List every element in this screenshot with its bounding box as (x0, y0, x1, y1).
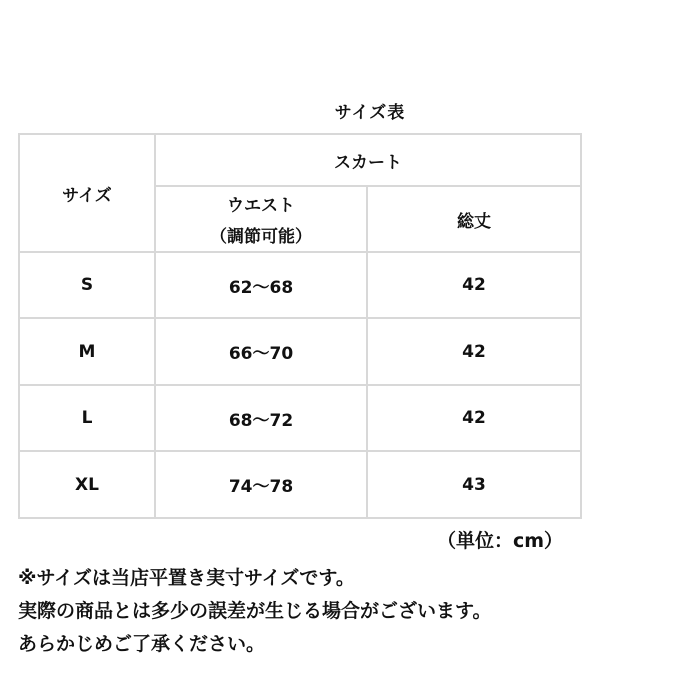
notes (18, 566, 698, 665)
table-row (19, 318, 581, 385)
size-cell: XL (19, 451, 155, 518)
table-header-row (19, 134, 581, 186)
size-cell: S (19, 252, 155, 318)
length-header: 総丈 (367, 186, 581, 252)
waist-header-label: ウエスト (227, 196, 295, 216)
skirt-header: スカート (155, 134, 581, 186)
waist-cell: 66～70 (155, 318, 367, 385)
length-cell: 42 (367, 318, 581, 385)
note-line: あらかじめご了承ください。 (18, 633, 266, 655)
note-line: ※サイズは当店平置き実寸サイズです。 (18, 567, 355, 589)
length-cell: 42 (367, 252, 581, 318)
waist-cell: 74～78 (155, 451, 367, 518)
length-cell: 42 (367, 385, 581, 451)
table-row (19, 451, 581, 518)
waist-header (155, 186, 367, 252)
size-cell: L (19, 385, 155, 451)
size-header: サイズ (19, 134, 155, 252)
size-cell: M (19, 318, 155, 385)
size-table (18, 133, 582, 519)
length-cell: 43 (367, 451, 581, 518)
page-title: サイズ表 (334, 103, 406, 123)
table-row (19, 385, 581, 451)
waist-cell: 68～72 (155, 385, 367, 451)
table-row (19, 252, 581, 318)
note-line: 実際の商品とは多少の誤差が生じる場合がございます。 (18, 600, 492, 622)
waist-cell: 62～68 (155, 252, 367, 318)
unit-note: （単位：cm） (436, 530, 563, 552)
waist-header-note: （調節可能） (210, 227, 312, 247)
